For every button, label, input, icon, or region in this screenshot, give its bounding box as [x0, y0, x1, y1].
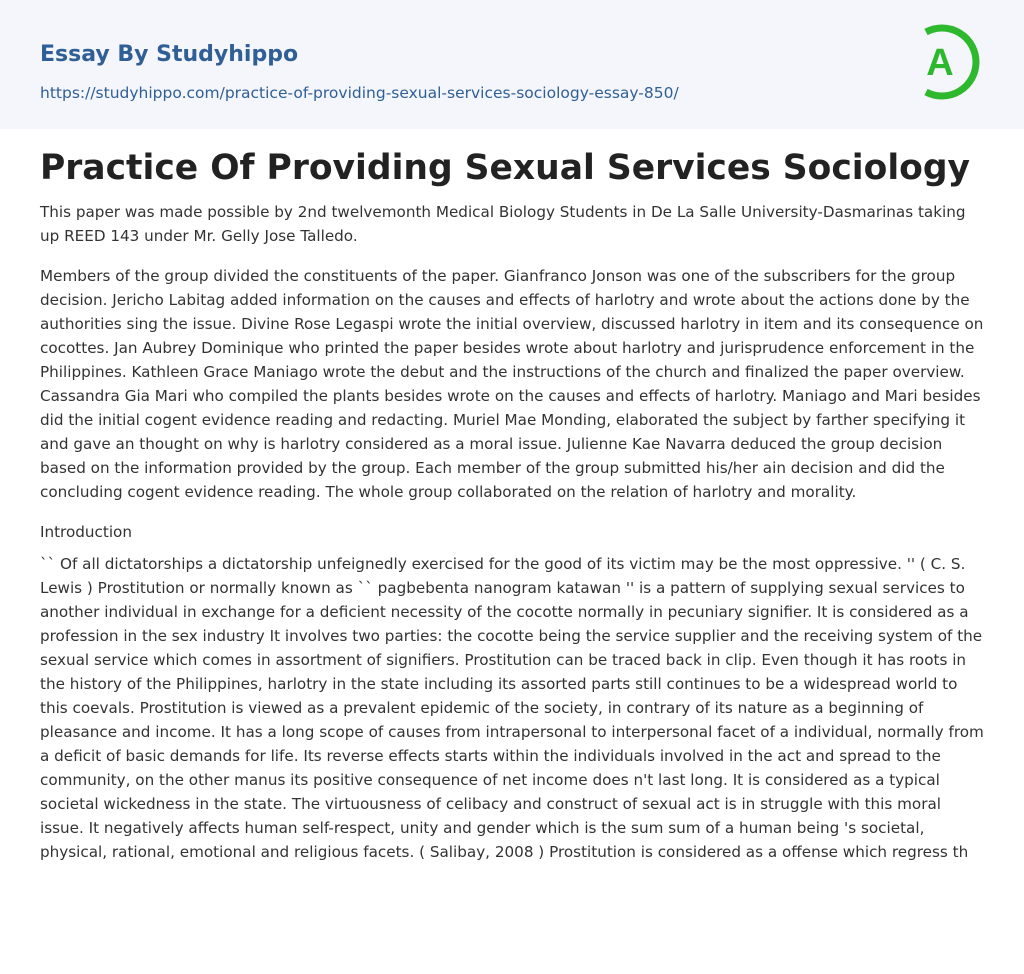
section-heading-introduction: Introduction [40, 523, 132, 541]
logo-letter: A [926, 42, 954, 84]
site-brand[interactable]: Essay By Studyhippo [40, 42, 299, 67]
article-paragraph: `` Of all dictatorships a dictatorship unfeignedly exercised for the good of its victim may be the most oppressive. '' ( C. S. Lewis ) Prostitution or normally known as `` pagbebenta nanogram katawan '' is a pattern of supplying sexual services to another individual in exchange for a deficient necessity of the cocotte normally in pecuniary signifier. It is considered as a profession in the sex industry It involves two parties: the cocotte being the service supplier and the receiving system of the sexual service which comes in assortment of signifiers. Prostitution can be traced back in clip. Even though it has roots in the history of the Philippines, harlotry in the state including its assorted parts still continues to be a widespread world to this coevals. Prostitution is viewed as a prevalent epidemic of the society, in contrary of its nature as a beginning of pleasance and income. It has a long scope of causes from intrapersonal to interpersonal facet of a individual, normally from a deficit of basic demands for life. Its reverse effects starts within the individuals involved in the act and spread to the community, on the other manus its positive consequence of net income does n't last long. It is considered as a typical societal wickedness in the state. The virtuousness of celibacy and construct of sexual act is in struggle with this moral issue. It negatively affects human self-respect, unity and gender which is the sum sum of a human being 's societal, physical, rational, emotional and religious facets. ( Salibay, 2008 ) Prostitution is considered as a offense which regress th [40, 555, 984, 861]
article-paragraph: This paper was made possible by 2nd twelvemonth Medical Biology Students in De La Salle University-Dasmarinas taking up REED 143 under Mr. Gelly Jose Talledo. [40, 203, 966, 245]
article-body [40, 200, 984, 880]
essay-url-link[interactable]: https://studyhippo.com/practice-of-providing-sexual-services-sociology-essay-850/ [40, 84, 679, 102]
article-title: Practice Of Providing Sexual Services Sociology [40, 148, 971, 188]
article-paragraph: Members of the group divided the constituents of the paper. Gianfranco Jonson was one of the subscribers for the group decision. Jericho Labitag added information on the causes and effects of harlotry and wrote about the actions done by the authorities sing the issue. Divine Rose Legaspi wrote the initial overview, discussed harlotry in item and its consequence on cocottes. Jan Aubrey Dominique who printed the paper besides wrote about harlotry and jurisprudence enforcement in the Philippines. Kathleen Grace Maniago wrote the debut and the instructions of the church and finalized the paper overview. Cassandra Gia Mari who compiled the plants besides wrote on the causes and effects of harlotry. Maniago and Mari besides did the initial cogent evidence reading and redacting. Muriel Mae Monding, elaborated the subject by farther specifying it and gave an thought on why is harlotry considered as a moral issue. Julienne Kae Navarra deduced the group decision based on the information provided by the group. Each member of the group submitted his/her ain decision and did the concluding cogent evidence reading. The whole group collaborated on the relation of harlotry and morality. [40, 267, 984, 501]
